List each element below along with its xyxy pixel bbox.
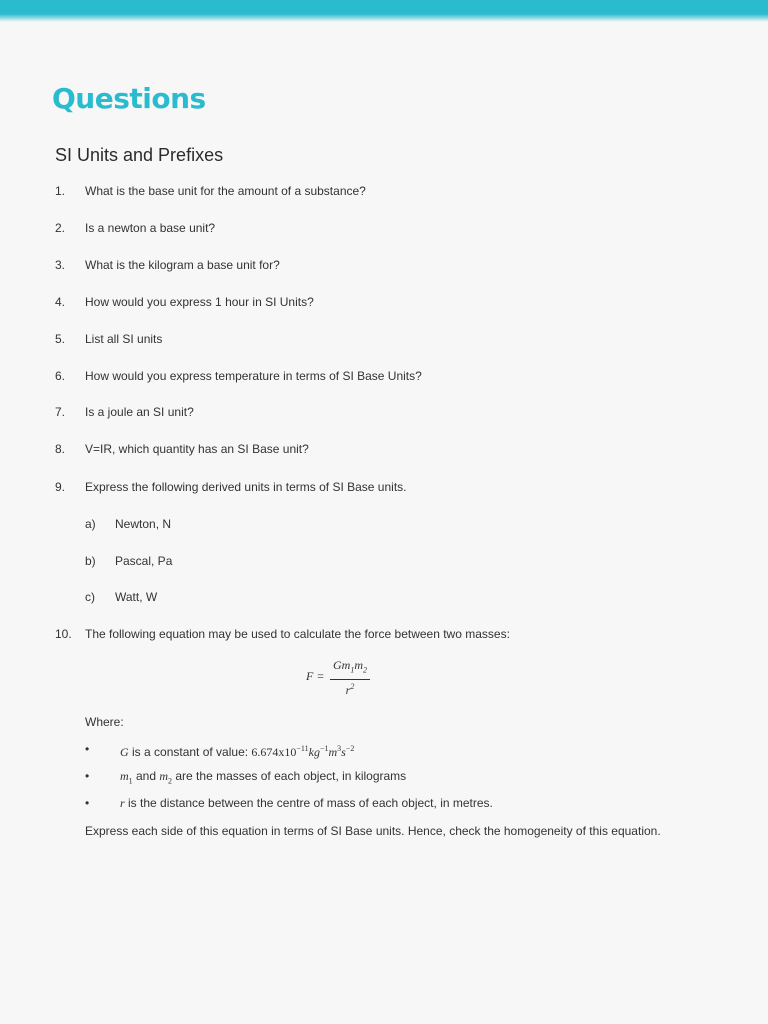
bullet-text xyxy=(120,742,354,759)
bullet-masses xyxy=(85,769,685,785)
question-8 xyxy=(55,442,695,458)
var-r: r xyxy=(120,796,125,810)
question-number: 10. xyxy=(55,627,72,641)
question-text: V=IR, which quantity has an SI Base unit? xyxy=(85,442,309,456)
question-text: Express the following derived units in terms of SI Base units. xyxy=(85,480,407,494)
question-number: 4. xyxy=(55,295,66,309)
bullet-glyph: • xyxy=(85,769,90,783)
equation-numerator xyxy=(330,658,370,677)
question-text: List all SI units xyxy=(85,332,163,346)
bullet-g-constant xyxy=(85,742,685,758)
equation-denominator xyxy=(330,681,370,696)
question-2 xyxy=(55,221,695,237)
bullet-text xyxy=(120,796,493,810)
bullet-masses-description: are the masses of each object, in kilograms xyxy=(172,769,407,783)
question-3 xyxy=(55,258,695,274)
fraction-bar xyxy=(330,679,370,680)
gravitation-equation xyxy=(306,658,396,698)
question-text: What is the kilogram a base unit for? xyxy=(85,258,280,272)
where-label xyxy=(85,715,725,731)
question-text: Is a newton a base unit? xyxy=(85,221,216,235)
numerator-m1-subscript: 1 xyxy=(350,665,355,675)
bullet-distance-description: is the distance between the centre of mass of each object, in metres. xyxy=(124,796,493,810)
subpart-label: b) xyxy=(85,554,96,568)
numerator-m2-subscript: 2 xyxy=(363,665,367,675)
bullet-glyph: • xyxy=(85,796,90,810)
subpart-text: Watt, W xyxy=(115,590,158,604)
question-5 xyxy=(55,332,695,348)
unit-m: m xyxy=(328,745,338,759)
denominator-exponent: 2 xyxy=(350,682,355,692)
question-number: 3. xyxy=(55,258,66,272)
subpart-a xyxy=(85,517,385,533)
question-number: 2. xyxy=(55,221,66,235)
question-10 xyxy=(55,627,695,643)
question-number: 7. xyxy=(55,405,66,419)
question-text: How would you express temperature in terms of SI Base Units? xyxy=(85,369,422,383)
numerator-m2: m xyxy=(354,658,363,672)
unit-kg: kg xyxy=(308,745,320,759)
equation-lhs: F = xyxy=(306,669,325,683)
subpart-label: a) xyxy=(85,517,96,531)
numerator-g: Gm xyxy=(332,658,351,672)
question-number: 8. xyxy=(55,442,66,456)
question-number: 6. xyxy=(55,369,66,383)
question-6 xyxy=(55,369,695,385)
final-instruction: Express each side of this equation in terms of SI Base units. Hence, check the homogeneity of this equation. xyxy=(85,824,661,838)
bullet-distance xyxy=(85,796,685,812)
var-m2-subscript: 2 xyxy=(168,776,173,786)
var-g: G xyxy=(120,745,129,759)
question-number: 5. xyxy=(55,332,66,346)
question-4 xyxy=(55,295,695,311)
unit-s: s xyxy=(341,745,346,759)
subpart-text: Pascal, Pa xyxy=(115,554,173,568)
question-text: How would you express 1 hour in SI Units? xyxy=(85,295,314,309)
question-text: What is the base unit for the amount of a substance? xyxy=(85,184,366,198)
g-value: 6.674x10 xyxy=(251,745,297,759)
unit-kg-exponent: −1 xyxy=(319,744,329,753)
g-value-exponent: −11 xyxy=(296,744,309,753)
var-m2: m xyxy=(159,769,169,783)
where-label-text: Where: xyxy=(85,715,124,729)
bullet-glyph: • xyxy=(85,742,90,756)
question-1 xyxy=(55,184,695,200)
question-7 xyxy=(55,405,695,421)
section-title: SI Units and Prefixes xyxy=(55,145,224,165)
question-text: Is a joule an SI unit? xyxy=(85,405,194,419)
bullet-g-description: is a constant of value: xyxy=(128,745,252,759)
subpart-c xyxy=(85,590,385,606)
equation-fraction xyxy=(330,658,370,696)
top-bar-edge xyxy=(0,14,768,22)
question-number: 9. xyxy=(55,480,66,494)
subpart-label: c) xyxy=(85,590,95,604)
unit-m-exponent: 3 xyxy=(337,744,342,753)
question-text: The following equation may be used to calculate the force between two masses: xyxy=(85,627,510,641)
page-heading: Questions xyxy=(52,82,206,115)
question-number: 1. xyxy=(55,184,66,198)
bullet-and: and xyxy=(132,769,160,783)
question-9 xyxy=(55,480,695,496)
subpart-text: Newton, N xyxy=(115,517,172,531)
unit-s-exponent: −2 xyxy=(345,744,355,753)
var-m1-subscript: 1 xyxy=(128,776,133,786)
bullet-text xyxy=(120,769,406,788)
subpart-b xyxy=(85,554,385,570)
denominator-r: r xyxy=(345,683,351,698)
var-m1: m xyxy=(120,769,129,783)
